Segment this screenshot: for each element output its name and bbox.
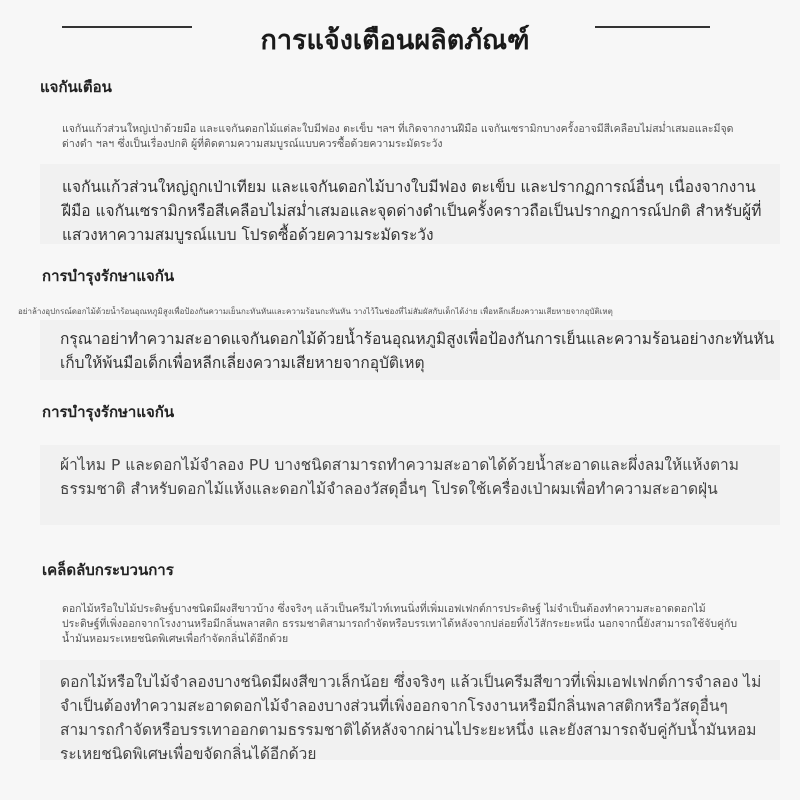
title-row: [0, 14, 800, 60]
section-heading-vase-warning: แจกันเตือน: [40, 78, 112, 96]
section-note-process-tips: ดอกไม้หรือใบไม้ประดิษฐ์บางชนิดมีผงสีขาวบ้าง ซึ่งจริงๆ แล้วเป็นครีมไวท์เทนนิ่งที่เพิ่มเอฟเฟกต์การประดิษฐ์ ไม่จำเป็นต้องทำความสะอาดดอกไม้ประดิษฐ์ที่เพิ่งออกจากโรงงานหรือมีกลิ่นพลาสติก ธรรมชาติสามารถกำจัดหรือบรรเทาได้หลังจากปล่อยทิ้งไว้สักระยะหนึ่ง นอกจากนี้ยังสามารถใช้จับคู่กับน้ำมันหอมระเหยชนิดพิเศษเพื่อกำจัดกลิ่นได้อีกด้วย: [62, 603, 738, 645]
title-divider-left: [62, 26, 192, 28]
section-body-process-tips: ดอกไม้หรือใบไม้จำลองบางชนิดมีผงสีขาวเล็กน้อย ซึ่งจริงๆ แล้วเป็นครีมสีขาวที่เพิ่มเอฟเฟกต์การจำลอง ไม่จำเป็นต้องทำความสะอาดดอกไม้จำลองบางส่วนที่เพิ่งออกจากโรงงานหรือมีกลิ่นพลาสติกหรือวัสดุอื่นๆ สามารถกำจัดหรือบรรเทาออกตามธรรมชาติได้หลังจากผ่านไประยะหนึ่ง และยังสามารถจับคู่กับน้ำมันหอมระเหยชนิดพิเศษเพื่อขจัดกลิ่นได้อีกด้วย: [60, 673, 762, 763]
section-note-vase-care: อย่าล้างอุปกรณ์ดอกไม้ด้วยน้ำร้อนอุณหภูมิสูงเพื่อป้องกันความเย็นกะทันหันและความร้อนกะทันหัน วางไว้ในช่องที่ไม่สัมผัสกับเด็กได้ง่าย เพื่อหลีกเลี่ยงความเสียหายจากอุบัติเหตุ: [18, 307, 613, 316]
section-note-vase-warning: แจกันแก้วส่วนใหญ่เป่าด้วยมือ และแจกันดอกไม้แต่ละใบมีฟอง ตะเข็บ ฯลฯ ที่เกิดจากงานฝีมือ แจกันเซรามิกบางครั้งอาจมีสีเคลือบไม่สม่ำเสมอและมีจุดด่างดำ ฯลฯ ซึ่งเป็นเรื่องปกติ ผู้ที่ติดตามความสมบูรณ์แบบควรซื้อด้วยความระมัดระวัง: [62, 123, 734, 150]
section-body-vase-care: กรุณาอย่าทำความสะอาดแจกันดอกไม้ด้วยน้ำร้อนอุณหภูมิสูงเพื่อป้องกันการเย็นและความร้อนอย่างกะทันหัน เก็บให้พ้นมือเด็กเพื่อหลีกเลี่ยงความเสียหายจากอุบัติเหตุ: [60, 330, 775, 372]
page-title: การแจ้งเตือนผลิตภัณฑ์: [260, 25, 530, 56]
section-heading-process-tips: เคล็ดลับกระบวนการ: [42, 561, 174, 579]
title-divider-right: [595, 26, 710, 28]
section-heading-vase-care: การบำรุงรักษาแจกัน: [42, 267, 175, 285]
section-heading-flower-care: การบำรุงรักษาแจกัน: [42, 403, 175, 421]
section-body-flower-care: ผ้าไหม P และดอกไม้จำลอง PU บางชนิดสามารถทำความสะอาดได้ด้วยน้ำสะอาดและผึ่งลมให้แห้งตามธรรมชาติ สำหรับดอกไม้แห้งและดอกไม้จำลองวัสดุอื่นๆ โปรดใช้เครื่องเป่าผมเพื่อทำความสะอาดฝุ่น: [60, 456, 739, 498]
section-body-vase-warning: แจกันแก้วส่วนใหญ่ถูกเป่าเทียม และแจกันดอกไม้บางใบมีฟอง ตะเข็บ และปรากฏการณ์อื่นๆ เนื่องจากงานฝีมือ แจกันเซรามิกหรือสีเคลือบไม่สม่ำเสมอและจุดด่างดำเป็นครั้งคราวถือเป็นปรากฏการณ์ปกติ สำหรับผู้ที่แสวงหาความสมบูรณ์แบบ โปรดซื้อด้วยความระมัดระวัง: [62, 178, 762, 244]
